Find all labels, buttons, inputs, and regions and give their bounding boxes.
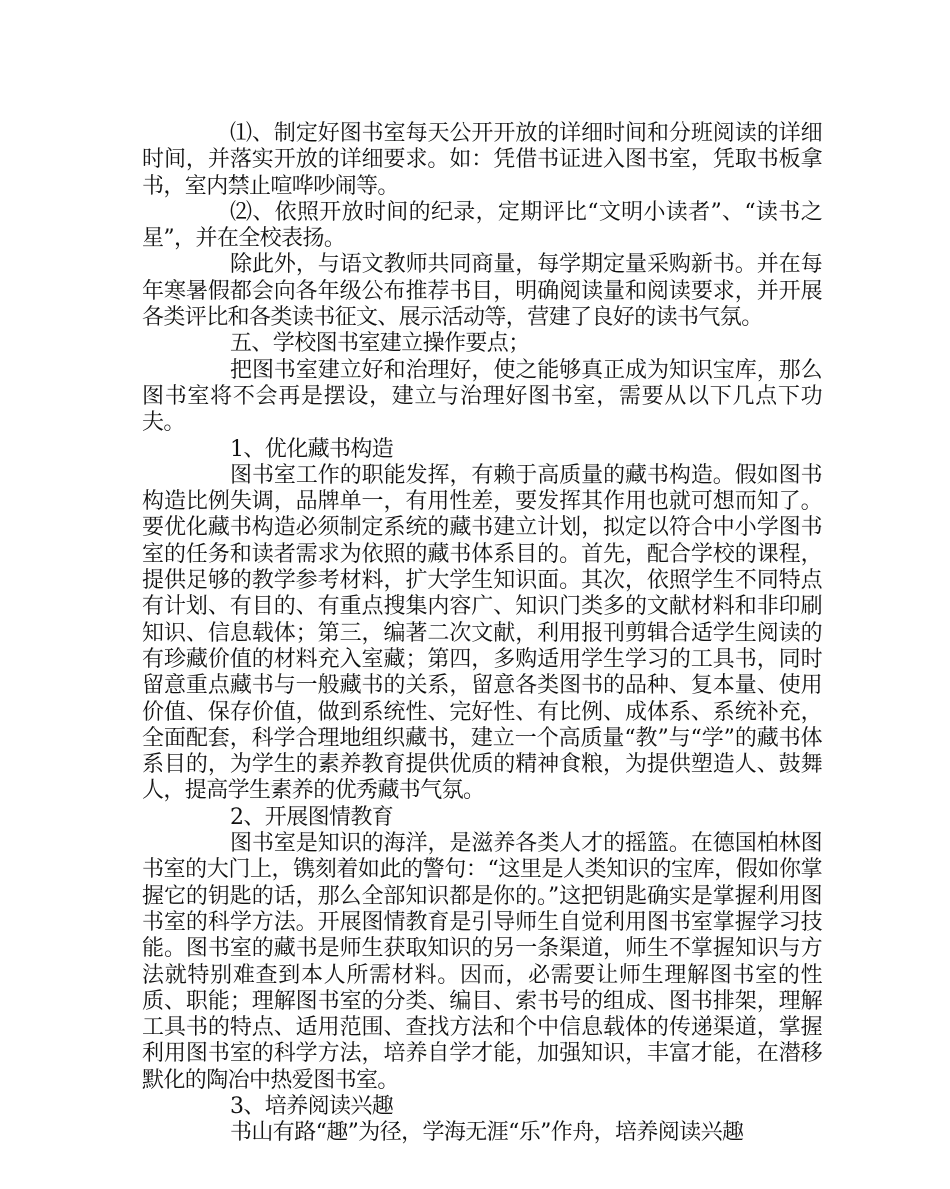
paragraph-open-hours: ⑴、制定好图书室每天公开开放的详细时间和分班阅读的详细时间，并落实开放的详细要求。如：凭借书证进入图书室，凭取书板拿书，室内禁止喧哗吵闹等。 <box>142 121 822 199</box>
subheading-reading-interest: 3、培养阅读兴趣 <box>230 1093 394 1119</box>
paragraph-library-intro: 把图书室建立好和治理好，使之能够真正成为知识宝库，那么图书室将不会再是摆设，建立与治理好图书室，需要从以下几点下功夫。 <box>142 357 822 436</box>
paragraph-reader-awards: ⑵、依照开放时间的纪录，定期评比“文明小读者”、“读书之星”，并在全校表扬。 <box>142 199 822 252</box>
paragraph-book-purchase: 除此外，与语文教师共同商量，每学期定量采购新书。并在每年寒暑假都会向各年级公布推荐书目，明确阅读量和阅读要求，并开展各类评比和各类读书征文、展示活动等，营建了良好的读书气氛。 <box>142 252 822 331</box>
paragraph-reading-interest: 书山有路“趣”为径，学海无涯“乐”作舟，培养阅读兴趣 <box>230 1120 744 1146</box>
subheading-information-education: 2、开展图情教育 <box>230 804 394 830</box>
document-page <box>142 121 822 1147</box>
paragraph-information-education: 图书室是知识的海洋，是滋养各类人才的摇篮。在德国柏林图书室的大门上，镌刻着如此的警句：“这里是人类知识的宝库，假如你掌握它的钥匙的话，那么全部知识都是你的。”这把钥匙确实是掌握利用图书室的科学方法。开展图情教育是引导师生自觉利用图书室掌握学习技能。图书室的藏书是师生获取知识的另一条渠道，师生不掌握知识与方法就特别难查到本人所需材料。因而，必需要让师生理解图书室的性质、职能；理解图书室的分类、编目、索书号的组成、图书排架，理解工具书的特点、适用范围、查找方法和个中信息载体的传递渠道，掌握利用图书室的科学方法，培养自学才能，加强知识，丰富才能，在潜移默化的陶冶中热爱图书室。 <box>142 831 822 1093</box>
paragraph-optimize-collection: 图书室工作的职能发挥，有赖于高质量的藏书构造。假如图书构造比例失调，品牌单一，有用性差，要发挥其作用也就可想而知了。要优化藏书构造必须制定系统的藏书建立计划，拟定以符合中小学图书室的任务和读者需求为依照的藏书体系目的。首先，配合学校的课程，提供足够的教学参考材料，扩大学生知识面。其次，依照学生不同特点有计划、有目的、有重点搜集内容广、知识门类多的文献材料和非印刷知识、信息载体；第三，编著二次文献，利用报刊剪辑合适学生阅读的有珍藏价值的材料充入室藏；第四，多购适用学生学习的工具书，同时留意重点藏书与一般藏书的关系，留意各类图书的品种、复本量、使用价值、保存价值，做到系统性、完好性、有比例、成体系、系统补充，全面配套，科学合理地组织藏书，建立一个高质量“教”与“学”的藏书体系目的，为学生的素养教育提供优质的精神食粮，为提供塑造人、鼓舞人，提高学生素养的优秀藏书气氛。 <box>142 462 822 804</box>
section-heading-five: 五、学校图书室建立操作要点； <box>230 331 530 357</box>
subheading-optimize-collection: 1、优化藏书构造 <box>230 436 394 462</box>
